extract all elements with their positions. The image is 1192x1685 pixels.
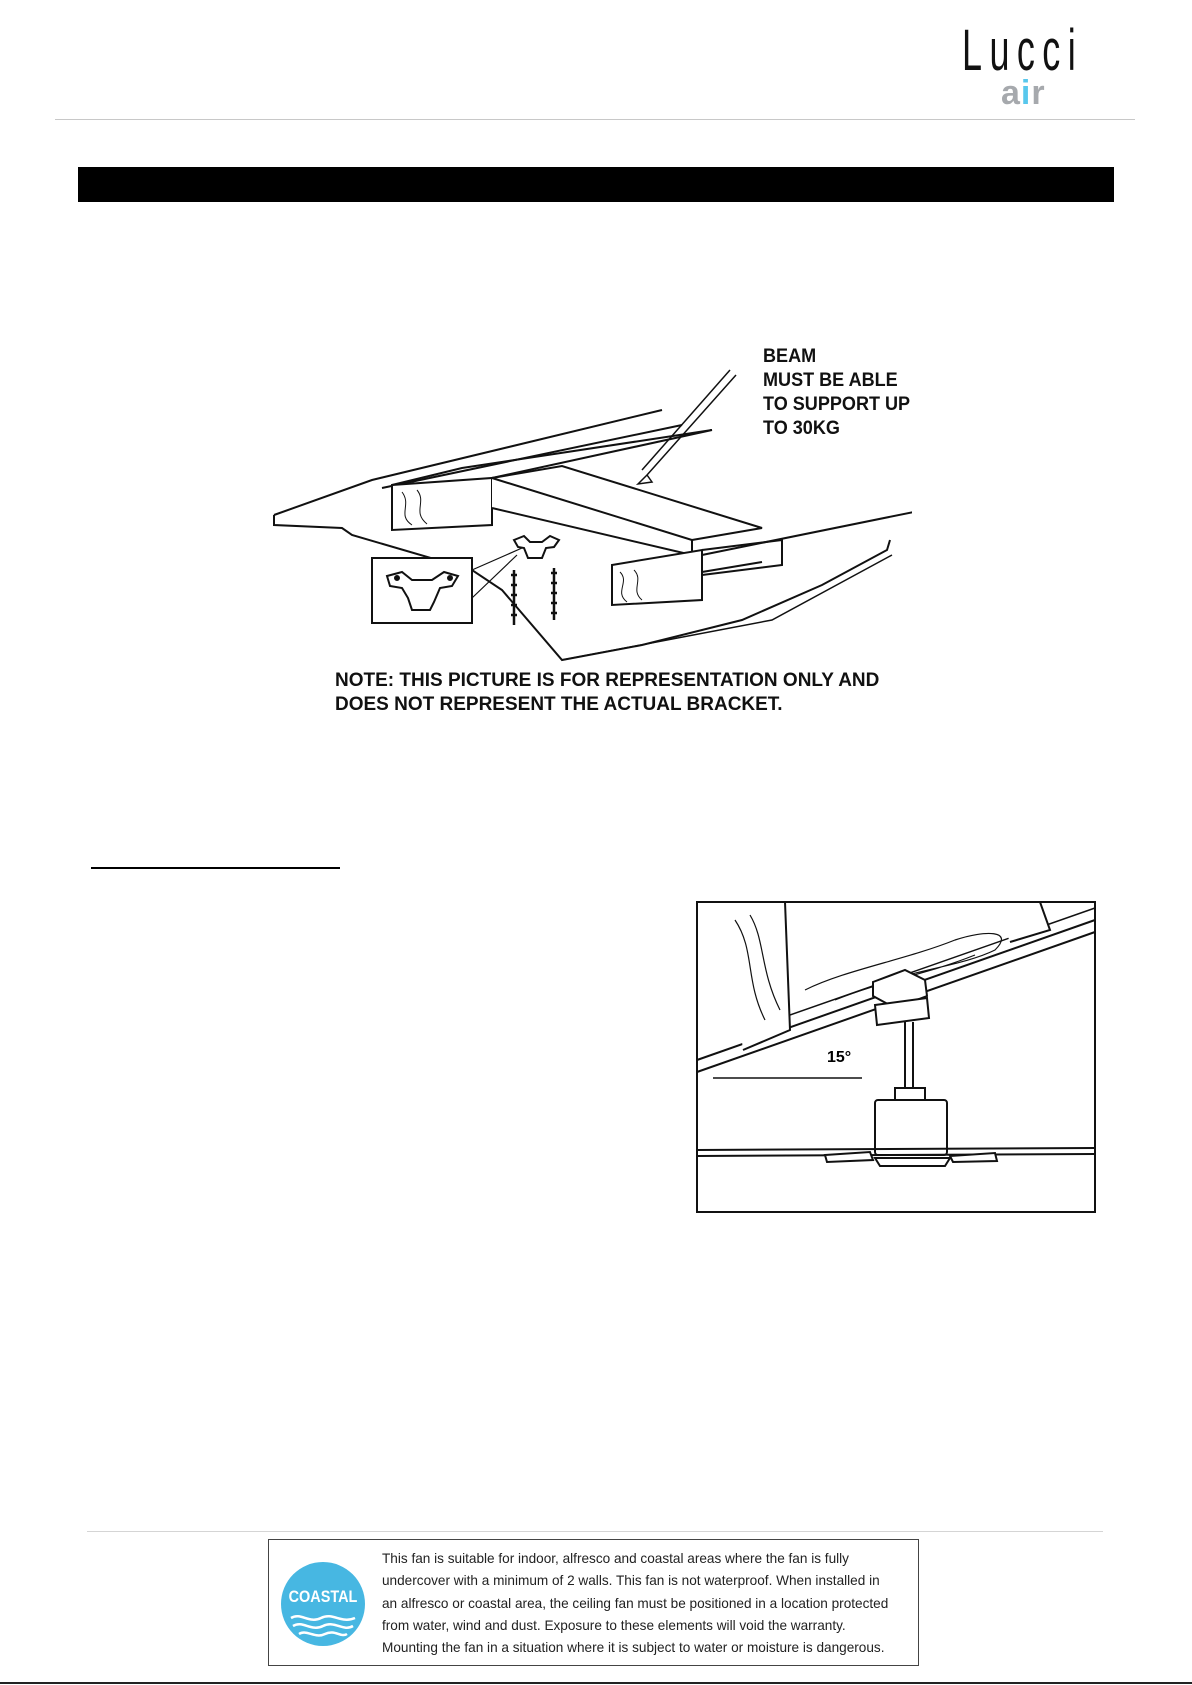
brand-logo-sub <box>1001 76 1046 110</box>
blade-plane-line-2 <box>697 1154 1095 1156</box>
rafter-right <box>995 902 1050 942</box>
note-line: DOES NOT REPRESENT THE ACTUAL BRACKET. <box>335 694 783 715</box>
blade-plane-line <box>697 1148 1095 1150</box>
coastal-line: This fan is suitable for indoor, alfresco and coastal areas where the fan is fully <box>382 1551 849 1566</box>
coastal-badge <box>281 1562 365 1646</box>
bracket-icon-small <box>514 536 559 558</box>
bracket-callout-line-a <box>472 548 522 570</box>
beam-pointer-arrow <box>638 375 736 484</box>
coastal-line: an alfresco or coastal area, the ceiling fan must be positioned in a location protected <box>382 1595 889 1611</box>
joist-right <box>612 550 702 605</box>
brand-logo-wordmark: Lucci <box>962 18 1084 83</box>
sloped-ceiling-fan-diagram <box>695 900 1097 1215</box>
screw-right <box>551 568 557 620</box>
subheading-underline <box>91 867 340 869</box>
screw-left <box>511 570 517 625</box>
note-line: NOTE: THIS PICTURE IS FOR REPRESENTATION ONLY AND <box>335 670 880 691</box>
coastal-line: Mounting the fan in a situation where it is subject to water or moisture is dangerous. <box>382 1640 885 1656</box>
page-bottom-rule <box>0 1682 1192 1684</box>
logo-letter-r: r <box>1031 74 1046 112</box>
fan-coupling <box>895 1088 925 1100</box>
beam-pointer-arrow-shaft <box>642 370 730 470</box>
blade-center <box>875 1158 950 1166</box>
section-heading-bar <box>78 167 1114 202</box>
coastal-notice <box>268 1539 919 1666</box>
beam-label-line: MUST BE ABLE <box>763 370 898 391</box>
ceiling-plane-outline <box>274 515 890 660</box>
fan-motor-housing <box>875 1100 947 1155</box>
beam-label-line: TO 30KG <box>763 418 840 439</box>
beam-support-label <box>763 345 918 441</box>
representation-note <box>335 669 879 717</box>
joist-left <box>392 478 492 530</box>
coastal-badge-label: COASTAL <box>288 1587 358 1606</box>
blade-left <box>825 1152 873 1162</box>
header-divider <box>55 119 1135 120</box>
coastal-line: undercover with a minimum of 2 walls. This fan is not waterproof. When installed in <box>382 1573 880 1589</box>
fan-downrod <box>905 1022 913 1088</box>
beam-label-line: BEAM <box>763 346 817 367</box>
beam-label-line: TO SUPPORT UP <box>763 394 911 415</box>
coastal-notice-text <box>382 1548 914 1659</box>
coastal-line: from water, wind and dust. Exposure to these elements will void the warranty. <box>382 1617 846 1633</box>
slope-angle-label: 15° <box>827 1049 852 1066</box>
logo-letter-i: i <box>1020 74 1032 112</box>
rafter-left <box>725 902 790 1050</box>
wave-icon <box>281 1562 365 1646</box>
footer-divider <box>87 1531 1103 1532</box>
logo-letter-a: a <box>1001 74 1021 112</box>
bracket-callout-line-b <box>472 555 517 598</box>
